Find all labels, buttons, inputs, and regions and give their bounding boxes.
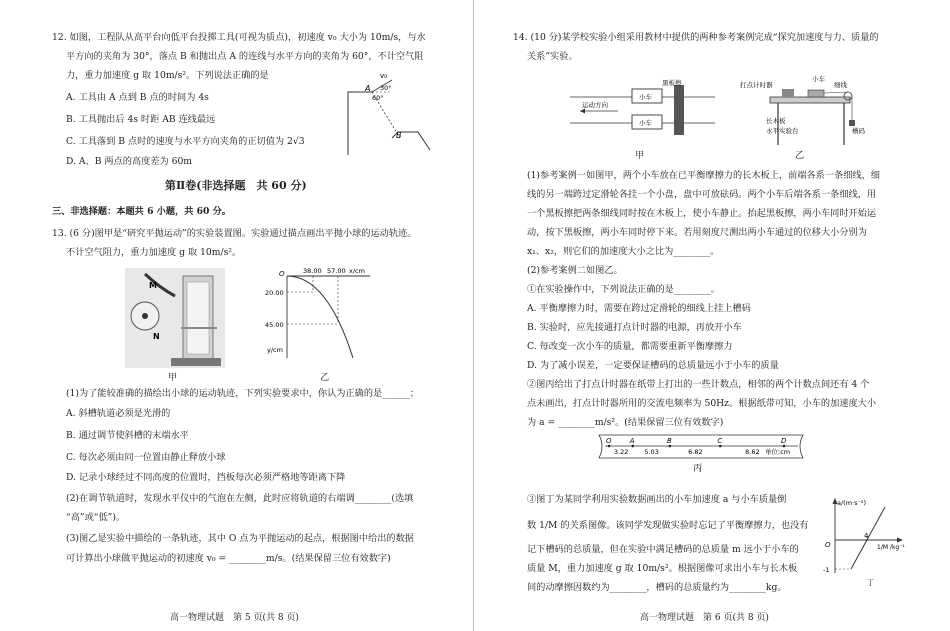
q14-cart-2: 小车 bbox=[639, 119, 652, 127]
q12-point-b: B bbox=[396, 131, 402, 140]
q14-caption-bing: 丙 bbox=[693, 463, 703, 474]
q14-part-1-l3: 一个黑板擦把两条细线同时按在木板上，使小车静止。抬起黑板擦，两小车同时开始运 bbox=[527, 208, 877, 219]
q12-angle60: 60° bbox=[372, 94, 384, 102]
q14-part-2-3-l2: 数 1/M 的关系图像。该同学发现做实验时忘记了平衡摩擦力，也没有 bbox=[527, 520, 809, 531]
q13-y-unit: y/cm bbox=[267, 346, 283, 354]
q13-option-b: B. 通过调节使斜槽的末端水平 bbox=[66, 430, 189, 441]
q13-option-c: C. 每次必须由同一位置由静止释放小球 bbox=[66, 452, 226, 463]
q14-part-1-l5: x₁、x₂，则它们的加速度大小之比为________。 bbox=[527, 246, 720, 257]
q14-string-label: 细线 bbox=[834, 81, 847, 89]
q14-part-2-3-l3: 记下槽码的总质量，但在实验中满足槽码的总质量 m 远小于小车的 bbox=[527, 544, 799, 555]
q12-option-d: D. A、B 两点的高度差为 60m bbox=[66, 156, 193, 167]
q14-caption-jia: 甲 bbox=[635, 150, 645, 161]
q14-weight-label: 槽码 bbox=[852, 127, 865, 135]
q14-eraser-label: 黑板擦 bbox=[662, 79, 682, 87]
q14-part-2: (2)参考案例二如图乙。 bbox=[527, 265, 623, 276]
q14-direction-label: 运动方向 bbox=[582, 101, 608, 109]
q13-line-2: 不计空气阻力，重力加速度 g 取 10m/s²。 bbox=[66, 247, 242, 258]
q13-part-2-cont: “高”或“低”)。 bbox=[66, 512, 126, 523]
q13-part-3: (3)图乙是实验中描绘的一条轨迹，其中 O 点为平抛运动的起点，根据图中给出的数据 bbox=[66, 533, 414, 544]
tape-gap-2: 5.03 bbox=[644, 448, 659, 456]
q13-x-unit: x/cm bbox=[349, 267, 365, 275]
q14-figure-jia bbox=[570, 79, 715, 140]
q13-label-m: M bbox=[149, 281, 157, 290]
q13-part-2: (2)在调节轨道时，发现水平仪中的气泡在左侧，此时应将轨道的右端调________(选填 bbox=[66, 493, 414, 504]
tape-point-c: C bbox=[717, 437, 723, 445]
q14-ding-xlabel: 1/M /kg⁻¹ bbox=[877, 544, 905, 551]
q12-angle30: 30° bbox=[380, 84, 392, 92]
tape-dot-d bbox=[783, 445, 786, 448]
tape-unit: 单位:cm bbox=[765, 448, 791, 456]
q14-caption-yi: 乙 bbox=[795, 150, 805, 161]
q12-line-1: 12. 如图，工程队从高平台向低平台投掷工具(可视为质点)，初速度 v₀ 大小为 10m/s，与水 bbox=[52, 32, 426, 43]
q14-timer-label: 打点计时器 bbox=[740, 81, 773, 89]
q14-option-c: C. 每改变一次小车的质量，都需要重新平衡摩擦力 bbox=[527, 341, 733, 352]
q12-point-a: A bbox=[365, 84, 371, 93]
q14-part-2-3-l5: 间的动摩擦因数约为________，槽码的总质量约为________kg。 bbox=[527, 582, 787, 593]
q14-part-2-1: ①在实验操作中，下列说法正确的是________。 bbox=[527, 284, 720, 295]
tape-gap-1: 3.22 bbox=[613, 448, 629, 456]
q14-ding-caption: 丁 bbox=[867, 579, 874, 587]
section-title: 第Ⅱ卷(非选择题 共 60 分) bbox=[165, 179, 307, 192]
q12-figure bbox=[340, 70, 440, 155]
q14-ding-ylabel: a/(m·s⁻²) bbox=[837, 499, 867, 507]
q12-line-2: 平方向的夹角为 30°，落点 B 和抛出点 A 的连线与水平方向的夹角为 60°，不计空气阻 bbox=[66, 51, 424, 62]
q12-v0-label: v₀ bbox=[380, 72, 387, 80]
q12-option-b: B. 工具抛出后 4s 时距 AB 连线最远 bbox=[66, 114, 216, 125]
q14-ding-xtick: 4 bbox=[864, 532, 869, 540]
q14-table-label: 水平实验台 bbox=[766, 127, 799, 135]
q14-line-1: 14. (10 分)某学校实验小组采用教材中提供的两种参考案例完成“探究加速度与力、质量的 bbox=[513, 32, 879, 43]
section-note: 三、非选择题：本题共 6 小题，共 60 分。 bbox=[52, 206, 231, 217]
q13-origin-o: O bbox=[279, 270, 285, 278]
tape-dot-o bbox=[608, 445, 611, 448]
q14-part-2-3-l1: ③图丁为某同学利用实验数据画出的小车加速度 a 与小车质量倒 bbox=[527, 494, 787, 505]
q14-part-2-2-l1: ②图丙给出了打点计时器在纸带上打出的一些计数点，相邻的两个计数点间还有 4 个 bbox=[527, 379, 870, 390]
q13-caption-jia: 甲 bbox=[168, 372, 178, 383]
q14-line-2: 关系”实验。 bbox=[527, 51, 578, 62]
q14-option-a: A. 平衡摩擦力时，需要在跨过定滑轮的细线上挂上槽码 bbox=[527, 303, 751, 314]
tape-point-a: A bbox=[629, 437, 635, 445]
q13-figure-jia bbox=[125, 268, 225, 368]
q13-caption-yi: 乙 bbox=[320, 372, 330, 383]
q14-part-2-2-l3: 为 a = ________m/s²。(结果保留三位有效数字) bbox=[527, 417, 724, 428]
q14-option-b: B. 实验时，应先接通打点计时器的电源，再放开小车 bbox=[527, 322, 742, 333]
q14-part-2-3-l4: 质量 M，重力加速度 g 取 10m/s²。根据图像可求出小车与长木板 bbox=[527, 563, 798, 574]
q14-cart-1: 小车 bbox=[639, 93, 652, 101]
tape-gap-4: 8.62 bbox=[745, 448, 760, 456]
q14-plank-label: 长木板 bbox=[766, 117, 786, 125]
tape-gap-3: 6.82 bbox=[688, 448, 703, 456]
right-footer: 高一物理试题 第 6 页(共 8 页) bbox=[640, 613, 769, 623]
q13-part-3-cont: 可计算出小球做平抛运动的初速度 v₀ = ________m/s。(结果保留三位有效数字) bbox=[66, 553, 391, 564]
q14-part-1-l4: 动，按下黑板擦，两小车同时停下来。若用刻度尺测出两小车通过的位移大小分别为 bbox=[527, 227, 867, 238]
q14-figure-bing-tape bbox=[593, 432, 808, 462]
q14-figure-ding bbox=[815, 495, 905, 590]
page-divider bbox=[473, 0, 474, 631]
q13-y-tick-1: 20.00 bbox=[265, 289, 284, 297]
q14-figure-yi bbox=[740, 75, 865, 150]
tape-point-d: D bbox=[781, 437, 787, 445]
tape-point-b: B bbox=[666, 437, 672, 445]
right-page bbox=[475, 0, 950, 631]
tape-dot-c bbox=[719, 445, 722, 448]
q14-ding-origin: O bbox=[825, 541, 831, 549]
q13-label-n: N bbox=[153, 332, 160, 341]
q13-y-tick-2: 45.00 bbox=[265, 321, 284, 329]
q12-option-a: A. 工具由 A 点到 B 点的时间为 4s bbox=[66, 92, 209, 103]
q12-line-3: 力，重力加速度 g 取 10m/s²。下列说法正确的是 bbox=[66, 70, 269, 81]
q14-part-1-l2: 线的另一端跨过定滑轮各挂一个小盘，盘中可放砝码。两个小车后端各系一条细线，用 bbox=[527, 189, 877, 200]
q13-line-1: 13. (6 分)图甲是“研究平抛运动”的实验装置图。实验通过描点画出平抛小球的运动轨迹。 bbox=[52, 228, 417, 239]
q12-option-c: C. 工具落到 B 点时的速度与水平方向夹角的正切值为 2√3 bbox=[66, 136, 305, 147]
q14-part-1-l1: (1)参考案例一如图甲，两个小车放在已平衡摩擦力的长木板上，前端各系一条细线，细 bbox=[527, 170, 880, 181]
q14-option-d: D. 为了减小误差，一定要保证槽码的总质量远小于小车的质量 bbox=[527, 360, 779, 371]
left-footer: 高一物理试题 第 5 页(共 8 页) bbox=[170, 613, 299, 623]
tape-dot-b bbox=[669, 445, 672, 448]
tape-point-o: O bbox=[606, 437, 612, 445]
tape-dot-a bbox=[631, 445, 634, 448]
q13-option-d: D. 记录小球经过不同高度的位置时，挡板每次必须严格地等距离下降 bbox=[66, 472, 346, 483]
q14-ding-ytick: -1 bbox=[823, 566, 830, 574]
q13-x-tick-2: 57.00 bbox=[327, 267, 346, 275]
q13-figure-yi bbox=[265, 268, 385, 368]
q13-part-1: (1)为了能较准确的描绘出小球的运动轨迹，下列实验要求中，你认为正确的是______； bbox=[66, 388, 419, 399]
q14-part-2-2-l2: 点未画出，打点计时器所用的交流电频率为 50Hz。根据纸带可知，小车的加速度大小 bbox=[527, 398, 877, 409]
q14-cart-label: 小车 bbox=[812, 75, 825, 83]
q13-option-a: A. 斜槽轨道必须是光滑的 bbox=[66, 408, 171, 419]
q13-x-tick-1: 38.00 bbox=[303, 267, 322, 275]
